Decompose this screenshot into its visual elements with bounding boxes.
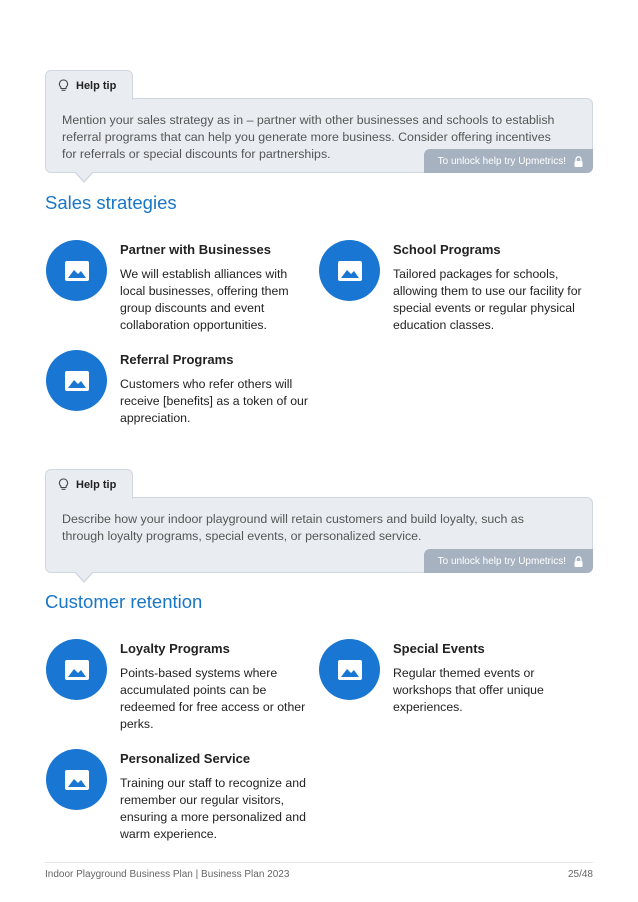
- help-tip-tab: [45, 469, 133, 499]
- lightbulb-icon: [58, 478, 69, 491]
- image-icon: [319, 240, 380, 301]
- section-title-customer-retention: Customer retention: [45, 591, 203, 612]
- help-tip-sales: [45, 70, 593, 186]
- footer-document-title: Indoor Playground Business Plan | Business Plan 2023: [45, 869, 290, 880]
- image-icon: [46, 639, 107, 700]
- section-title-sales-strategies: Sales strategies: [45, 192, 177, 213]
- card-special-events: [319, 639, 589, 739]
- image-icon: [46, 240, 107, 301]
- card-personalized-service: [46, 749, 316, 849]
- card-partner-with-businesses: [46, 240, 316, 340]
- unlock-help-button[interactable]: [424, 149, 593, 173]
- help-tip-body: [45, 98, 593, 173]
- card-description: Tailored packages for schools, allowing them to use our facility for special events or regular physical education classes.: [393, 267, 582, 332]
- card-title: Loyalty Programs: [120, 641, 230, 656]
- image-icon: [46, 749, 107, 810]
- card-school-programs: [319, 240, 589, 340]
- help-tip-text: Describe how your indoor playground will retain customers and build loyalty, such as through loyalty programs, special events, or personalized service.: [62, 512, 524, 543]
- unlock-help-label[interactable]: To unlock help try Upmetrics!: [437, 555, 566, 567]
- help-tip-text: Mention your sales strategy as in – partner with other businesses and schools to establish referral programs that can help you generate more business. Consider offering incentives for referrals or special discounts for partnerships.: [62, 113, 555, 161]
- lightbulb-icon: [58, 79, 69, 92]
- footer-divider: [45, 862, 593, 863]
- card-title: Referral Programs: [120, 352, 234, 367]
- unlock-help-label[interactable]: To unlock help try Upmetrics!: [437, 155, 566, 167]
- card-description: Training our staff to recognize and remember our regular visitors, ensuring a more personalized and warm experience.: [120, 776, 306, 841]
- card-description: Customers who refer others will receive [benefits] as a token of our appreciation.: [120, 377, 308, 425]
- card-title: Personalized Service: [120, 751, 251, 766]
- card-description: Regular themed events or workshops that offer unique experiences.: [393, 666, 544, 714]
- help-tip-pointer: [75, 173, 93, 183]
- help-tip-label: Help tip: [76, 79, 117, 92]
- help-tip-body: [45, 497, 593, 573]
- lock-icon: [574, 156, 583, 167]
- card-referral-programs: [46, 350, 316, 430]
- help-tip-tab: [45, 70, 133, 100]
- footer-page-number: 25/48: [567, 869, 593, 880]
- image-icon: [46, 350, 107, 411]
- help-tip-label: Help tip: [76, 478, 117, 491]
- card-title: Partner with Businesses: [120, 242, 271, 257]
- card-description: We will establish alliances with local businesses, offering them group discounts and event collaboration opportunities.: [120, 267, 289, 332]
- card-loyalty-programs: [46, 639, 316, 739]
- card-title: Special Events: [393, 641, 485, 656]
- help-tip-retention: [45, 469, 593, 585]
- help-tip-pointer: [75, 573, 93, 583]
- unlock-help-button[interactable]: [424, 549, 593, 573]
- card-title: School Programs: [393, 242, 501, 257]
- lock-icon: [574, 556, 583, 567]
- image-icon: [319, 639, 380, 700]
- card-description: Points-based systems where accumulated points can be redeemed for free access or other perks.: [120, 666, 306, 731]
